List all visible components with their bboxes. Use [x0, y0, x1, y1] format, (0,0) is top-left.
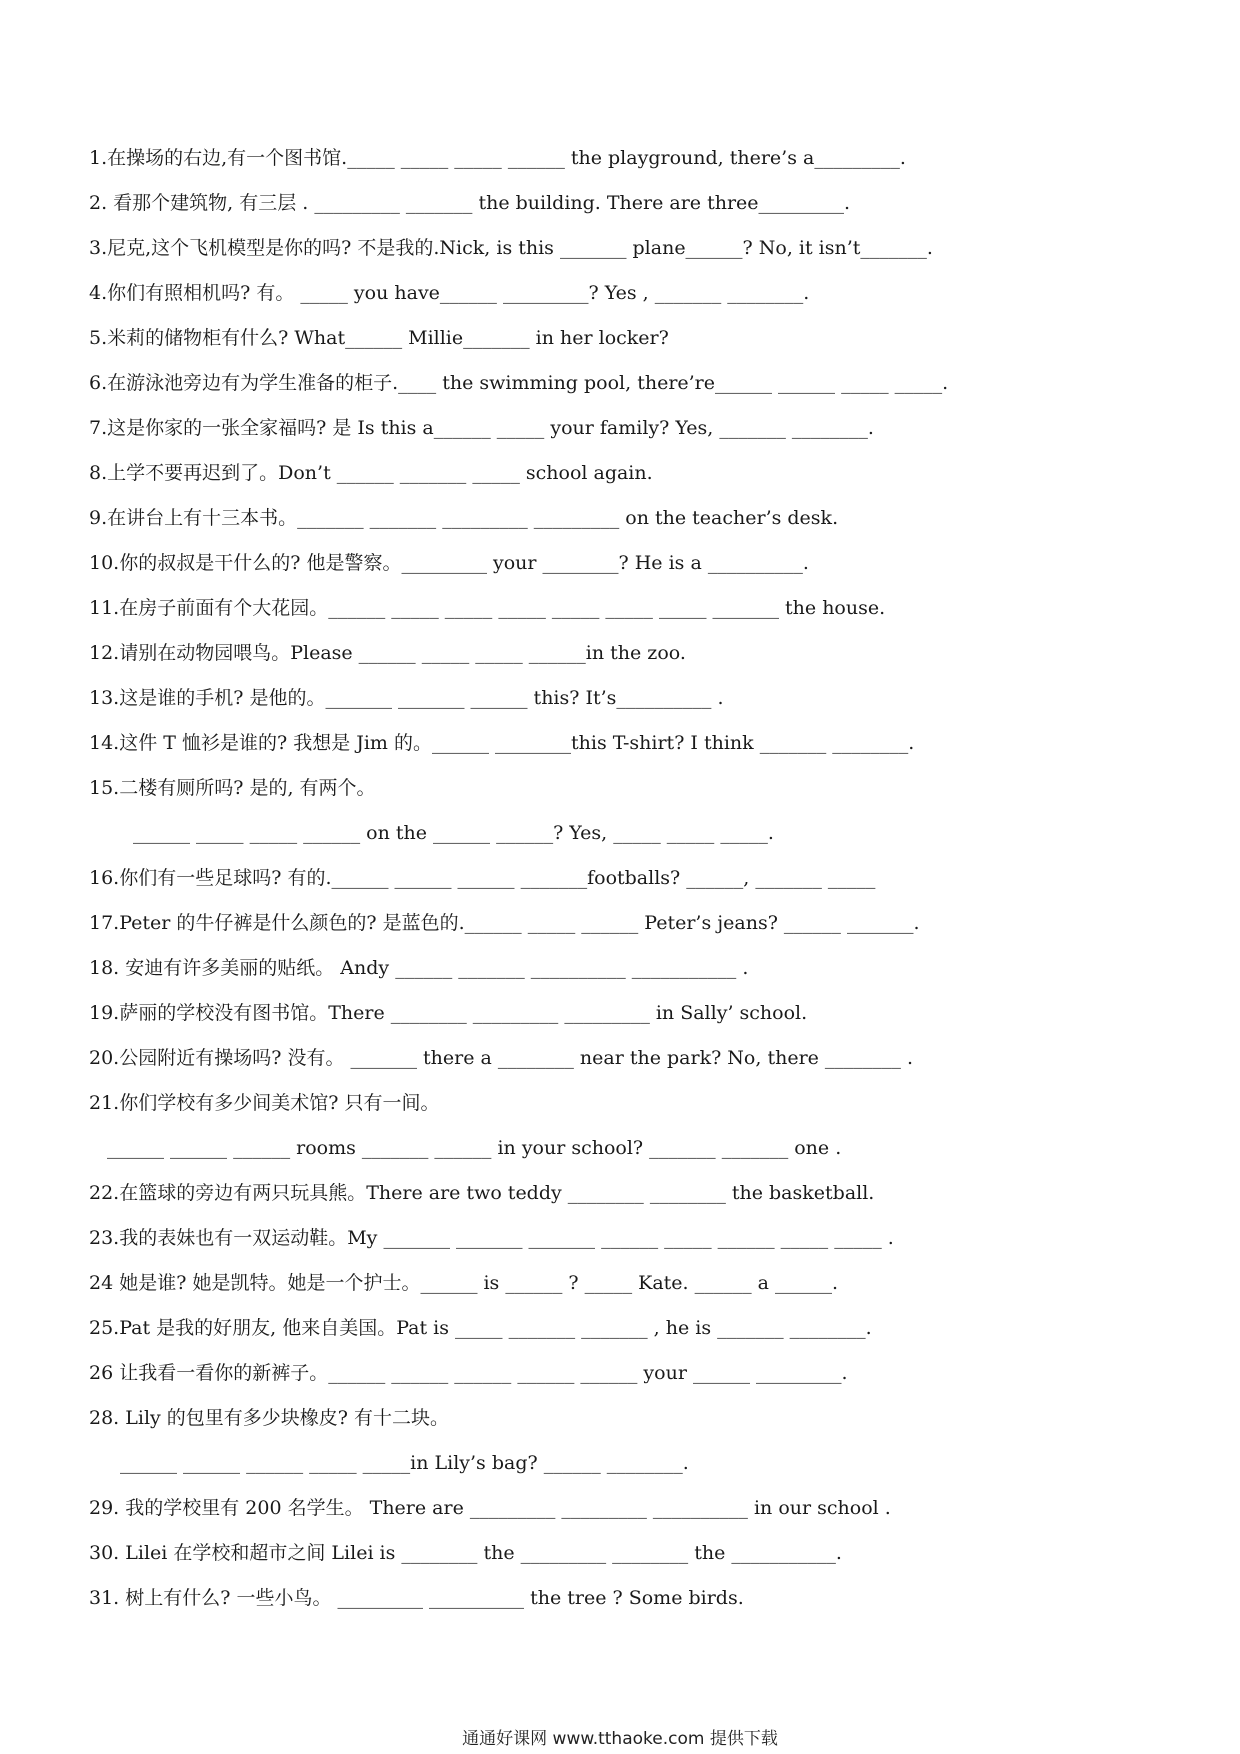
question-2: 2. 看那个建筑物, 有三层 . _________ _______ the building. There are three_________.: [89, 192, 851, 214]
question-18: 18. 安迪有许多美丽的贴纸。 Andy ______ _______ __________ ___________ .: [89, 957, 749, 979]
question-16: 16.你们有一些足球吗? 有的.______ ______ ______ _______footballs? ______, _______ _____: [89, 867, 876, 889]
question-3: 3.尼克,这个飞机模型是你的吗? 不是我的.Nick, is this _______ plane______? No, it isn’t_______.: [89, 237, 933, 259]
question-5: 5.米莉的储物柜有什么? What______ Millie_______ in her locker?: [89, 327, 669, 349]
question-13: 13.这是谁的手机? 是他的。_______ _______ ______ this? It’s__________ .: [89, 687, 724, 709]
question-25: 25.Pat 是我的好朋友, 他来自美国。Pat is _____ _______ _______ , he is _______ ________.: [89, 1317, 872, 1339]
question-11: 11.在房子前面有个大花园。______ _____ _____ _____ _____ _____ _____ _______ the house.: [89, 597, 886, 619]
question-30: 30. Lilei 在学校和超市之间 Lilei is ________ the _________ ________ the ___________.: [89, 1542, 842, 1564]
question-15-answer: ______ _____ _____ ______ on the ______ ______? Yes, _____ _____ _____.: [133, 822, 774, 844]
question-28-answer: ______ ______ ______ _____ _____in Lily’s bag? ______ ________.: [120, 1452, 689, 1474]
question-1: 1.在操场的右边,有一个图书馆._____ _____ _____ ______ the playground, there’s a_________.: [89, 147, 906, 169]
question-6: 6.在游泳池旁边有为学生准备的柜子.____ the swimming pool, there’re______ ______ _____ _____.: [89, 372, 949, 394]
question-9: 9.在讲台上有十三本书。_______ _______ _________ _________ on the teacher’s desk.: [89, 507, 839, 529]
question-17: 17.Peter 的牛仔裤是什么颜色的? 是蓝色的.______ _____ ______ Peter’s jeans? ______ _______.: [89, 912, 920, 934]
question-20: 20.公园附近有操场吗? 没有。 _______ there a ________ near the park? No, there ________ .: [89, 1047, 914, 1069]
question-14: 14.这件 T 恤衫是谁的? 我想是 Jim 的。______ ________this T-shirt? I think _______ ________.: [89, 732, 915, 754]
footer-credit: 通通好课网 www.tthaoke.com 提供下载: [462, 1729, 778, 1749]
question-19: 19.萨丽的学校没有图书馆。There ________ _________ _________ in Sally’ school.: [89, 1002, 808, 1024]
question-4: 4.你们有照相机吗? 有。 _____ you have______ _________? Yes , _______ ________.: [89, 282, 810, 304]
question-29: 29. 我的学校里有 200 名学生。 There are _________ _________ __________ in our school .: [89, 1497, 891, 1519]
question-7: 7.这是你家的一张全家福吗? 是 Is this a______ _____ your family? Yes, _______ ________.: [89, 417, 874, 439]
question-21: 21.你们学校有多少间美术馆? 只有一间。: [89, 1092, 440, 1114]
question-22: 22.在篮球的旁边有两只玩具熊。There are two teddy ________ ________ the basketball.: [89, 1182, 875, 1204]
question-15: 15.二楼有厕所吗? 是的, 有两个。: [89, 777, 376, 799]
question-24: 24 她是谁? 她是凯特。她是一个护士。______ is ______ ? _____ Kate. ______ a ______.: [89, 1272, 839, 1294]
question-28: 28. Lily 的包里有多少块橡皮? 有十二块。: [89, 1407, 450, 1429]
question-10: 10.你的叔叔是干什么的? 他是警察。_________ your ________? He is a __________.: [89, 552, 809, 574]
question-23: 23.我的表妹也有一双运动鞋。My _______ _______ _______ ______ _____ ______ _____ _____ .: [89, 1227, 894, 1249]
question-12: 12.请别在动物园喂鸟。Please ______ _____ _____ ______in the zoo.: [89, 642, 686, 664]
question-31: 31. 树上有什么? 一些小鸟。 _________ __________ the tree ? Some birds.: [89, 1587, 744, 1609]
question-21-answer: ______ ______ ______ rooms _______ ______ in your school? _______ _______ one .: [107, 1137, 842, 1159]
question-8: 8.上学不要再迟到了。Don’t ______ _______ _____ school again.: [89, 462, 653, 484]
question-list: [89, 140, 1199, 1625]
question-26: 26 让我看一看你的新裤子。______ ______ ______ ______ ______ your ______ _________.: [89, 1362, 848, 1384]
